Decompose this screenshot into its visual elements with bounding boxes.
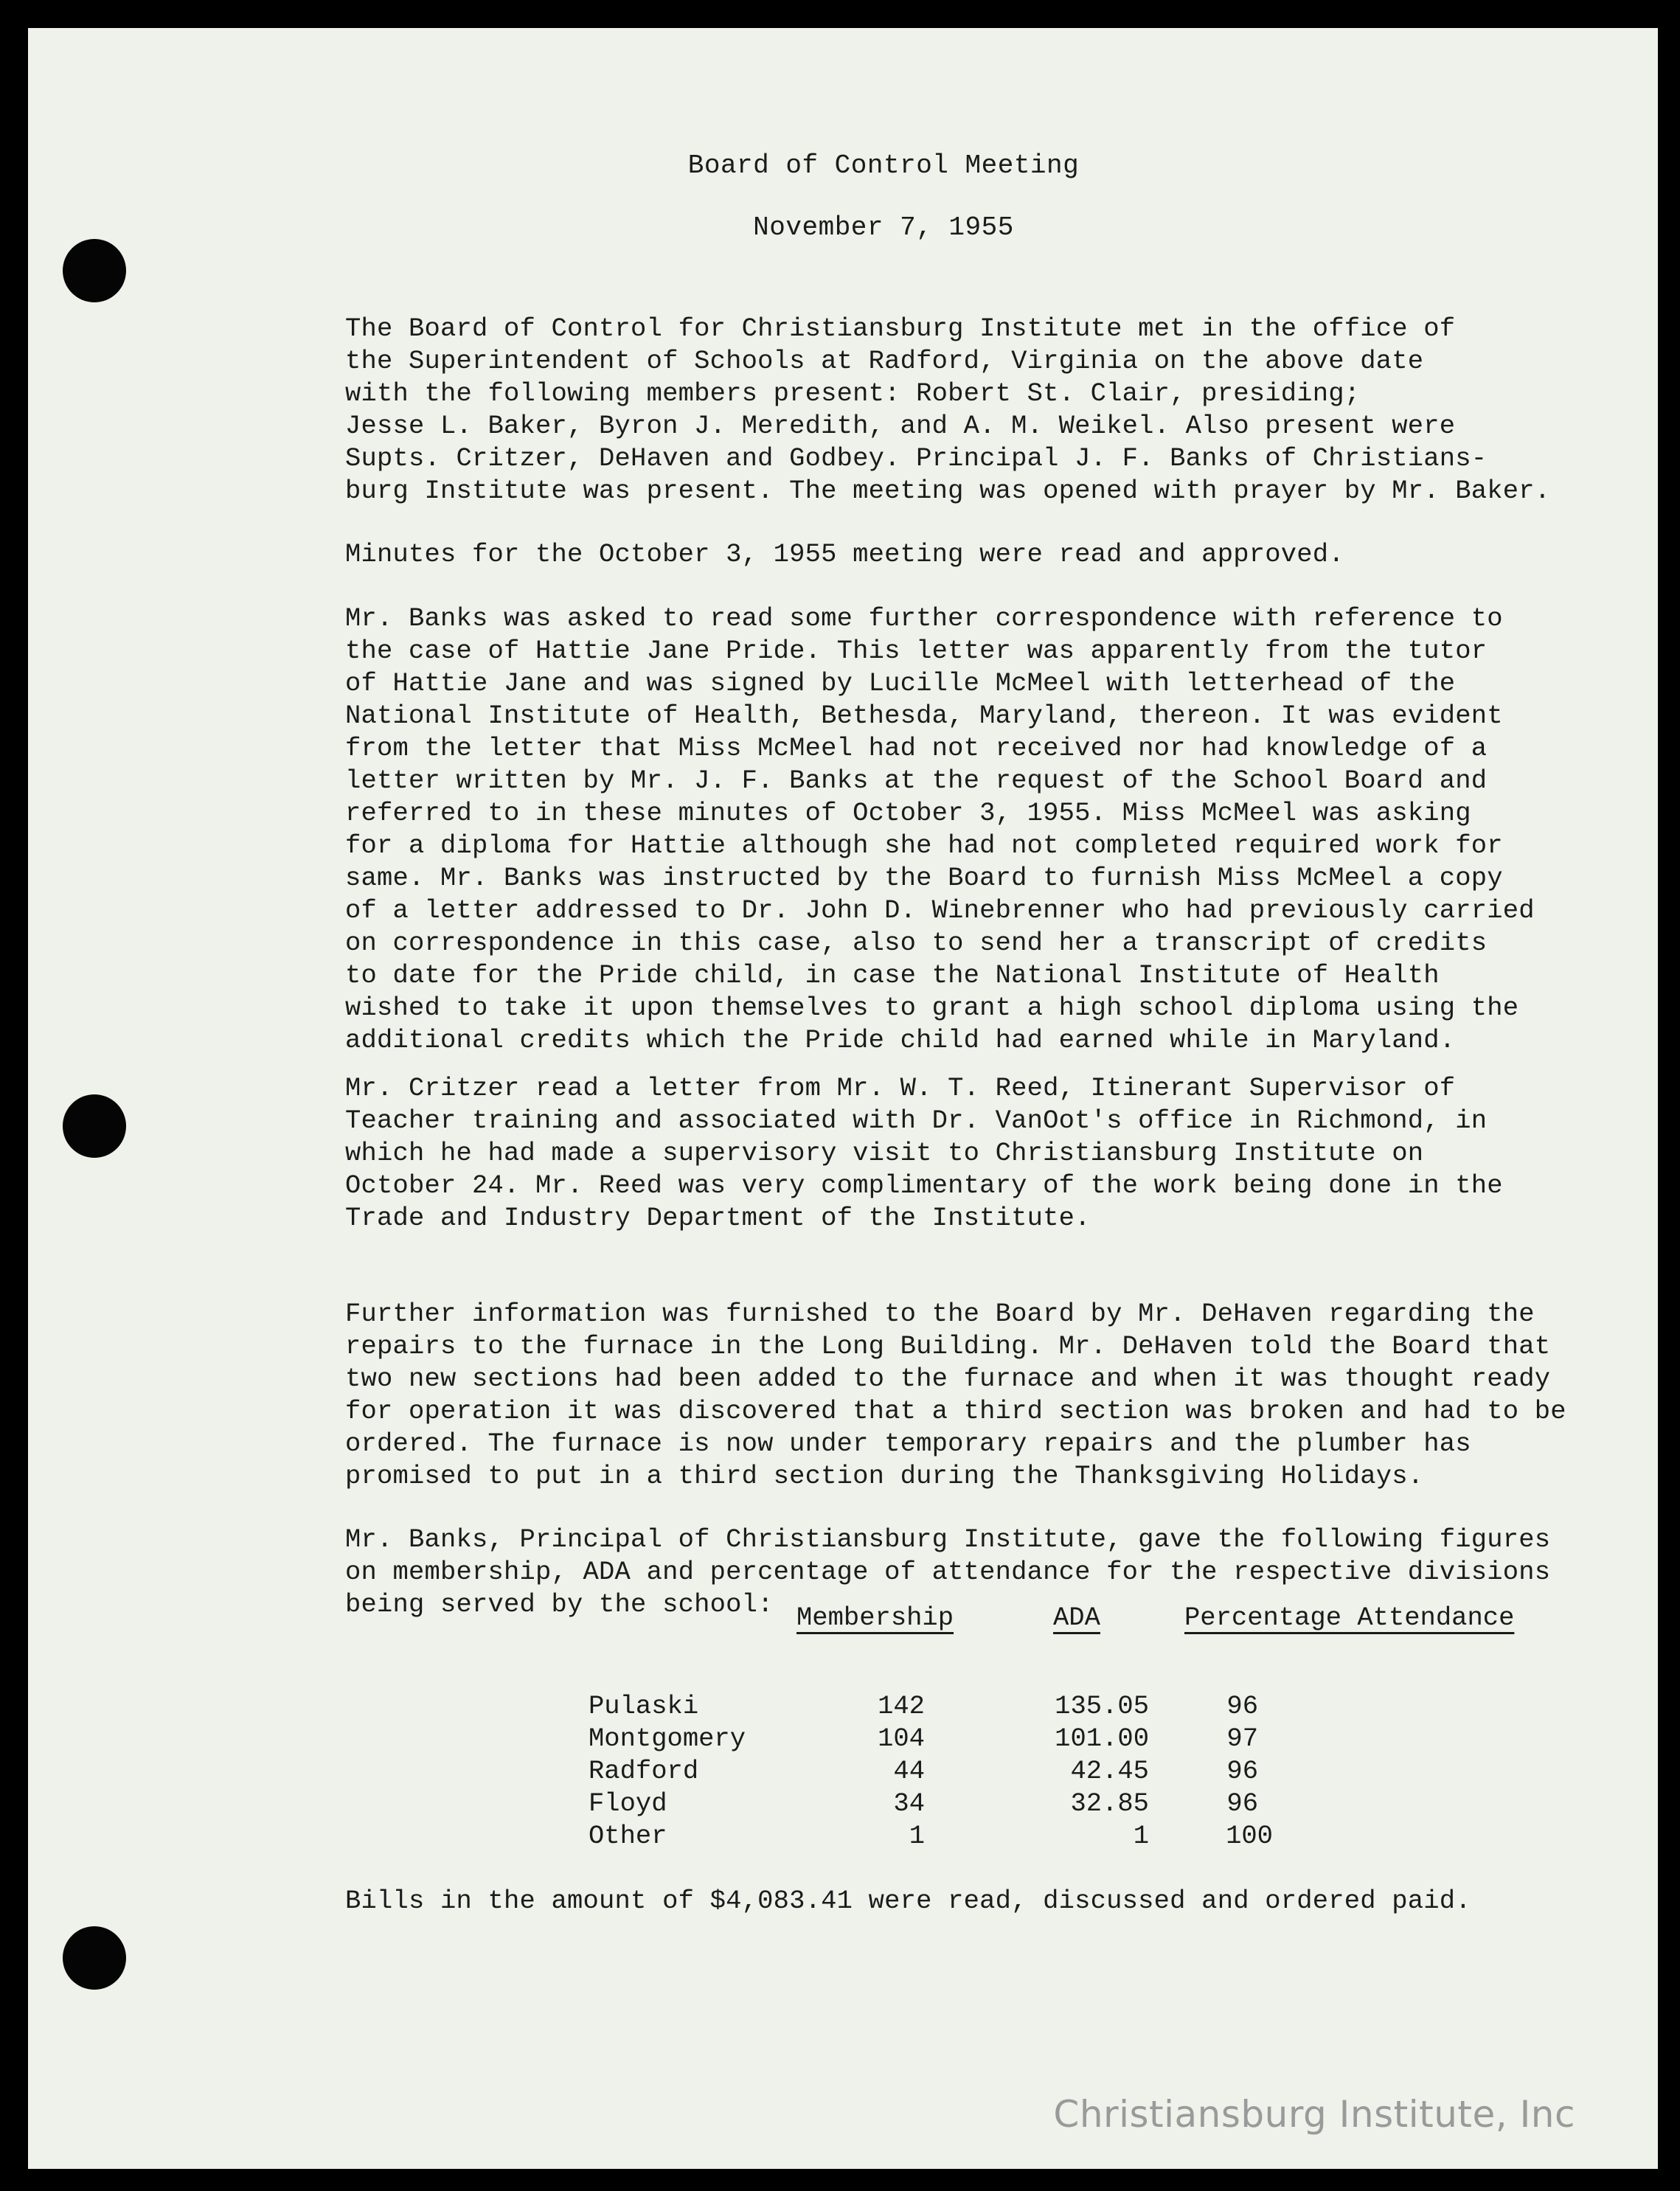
cell-percentage: 96	[1226, 1788, 1258, 1819]
text-line: repairs to the furnace in the Long Building. Mr. DeHaven told the Board that	[345, 1331, 1551, 1361]
table-header-percentage: Percentage Attendance	[1184, 1603, 1515, 1633]
table-header-ada: ADA	[1053, 1603, 1100, 1633]
text-line: National Institute of Health, Bethesda, Maryland, thereon. It was evident	[345, 701, 1503, 731]
table-row	[28, 1788, 1658, 1821]
text-line: additional credits which the Pride child had earned while in Maryland.	[345, 1025, 1456, 1055]
cell-ada: 32.85	[1070, 1788, 1149, 1819]
text-line: October 24. Mr. Reed was very complimentary of the work being done in the	[345, 1170, 1503, 1201]
text-line: burg Institute was present. The meeting was opened with prayer by Mr. Baker.	[345, 476, 1551, 506]
cell-percentage: 96	[1226, 1691, 1258, 1721]
table-row	[28, 1691, 1658, 1723]
text-line: to date for the Pride child, in case the National Institute of Health	[345, 960, 1440, 990]
text-line: Mr. Banks, Principal of Christiansburg Institute, gave the following figures	[345, 1524, 1551, 1555]
text-line: for a diploma for Hattie although she had not completed required work for	[345, 830, 1503, 861]
text-line: referred to in these minutes of October 3, 1955. Miss McMeel was asking	[345, 798, 1471, 828]
binder-hole-middle	[63, 1094, 126, 1158]
text-line: on correspondence in this case, also to send her a transcript of credits	[345, 928, 1488, 958]
text-line: on membership, ADA and percentage of attendance for the respective divisions	[345, 1557, 1551, 1587]
text-line: which he had made a supervisory visit to Christiansburg Institute on	[345, 1138, 1424, 1168]
paragraph-correspondence	[345, 603, 1658, 1057]
table-header-membership: Membership	[796, 1603, 954, 1633]
cell-ada: 135.05	[1055, 1691, 1149, 1721]
cell-membership: 1	[909, 1821, 925, 1851]
cell-percentage: 100	[1226, 1821, 1273, 1851]
cell-division: Montgomery	[589, 1723, 746, 1754]
text-line: the Superintendent of Schools at Radford, Virginia on the above date	[345, 346, 1424, 376]
document-date: November 7, 1955	[753, 212, 1014, 243]
paragraph-supervisor-visit	[345, 1072, 1658, 1235]
text-line: with the following members present: Robert St. Clair, presiding;	[345, 378, 1361, 409]
cell-percentage: 96	[1226, 1756, 1258, 1786]
paragraph-minutes	[345, 538, 1658, 571]
text-line: wished to take it upon themselves to grant a high school diploma using the	[345, 993, 1519, 1023]
cell-membership: 142	[878, 1691, 925, 1721]
cell-division: Radford	[589, 1756, 699, 1786]
cell-membership: 44	[893, 1756, 925, 1786]
text-line: being served by the school:	[345, 1589, 774, 1619]
cell-ada: 42.45	[1070, 1756, 1149, 1786]
table-row	[28, 1821, 1658, 1853]
text-line: Jesse L. Baker, Byron J. Meredith, and A. M. Weikel. Also present were	[345, 411, 1456, 441]
text-line: Trade and Industry Department of the Institute.	[345, 1203, 1091, 1233]
text-line: from the letter that Miss McMeel had not received nor had knowledge of a	[345, 733, 1488, 763]
paragraph-attendance	[345, 313, 1658, 507]
cell-division: Floyd	[589, 1788, 667, 1819]
cell-division: Other	[589, 1821, 667, 1851]
document-page	[28, 28, 1658, 2169]
text-line: Further information was furnished to the Board by Mr. DeHaven regarding the	[345, 1299, 1535, 1329]
text-line: for operation it was discovered that a third section was broken and had to be	[345, 1396, 1566, 1426]
document-title: Board of Control Meeting	[687, 150, 1080, 181]
text-line: ordered. The furnace is now under temporary repairs and the plumber has	[345, 1428, 1471, 1459]
watermark: Christiansburg Institute, Inc	[1053, 2093, 1575, 2136]
text-line: the case of Hattie Jane Pride. This letter was apparently from the tutor	[345, 636, 1488, 666]
text-line: Minutes for the October 3, 1955 meeting were read and approved.	[345, 539, 1344, 569]
table-row	[28, 1723, 1658, 1756]
text-line: Bills in the amount of $4,083.41 were read, discussed and ordered paid.	[345, 1886, 1471, 1916]
cell-division: Pulaski	[589, 1691, 699, 1721]
cell-ada: 101.00	[1055, 1723, 1149, 1754]
text-line: of Hattie Jane and was signed by Lucille McMeel with letterhead of the	[345, 668, 1456, 698]
paragraph-bills	[345, 1885, 1658, 1917]
paragraph-furnace	[345, 1298, 1658, 1493]
cell-membership: 34	[893, 1788, 925, 1819]
text-line: Mr. Critzer read a letter from Mr. W. T. Reed, Itinerant Supervisor of	[345, 1073, 1456, 1103]
text-line: two new sections had been added to the furnace and when it was thought ready	[345, 1364, 1551, 1394]
cell-percentage: 97	[1226, 1723, 1258, 1754]
text-line: letter written by Mr. J. F. Banks at the request of the School Board and	[345, 765, 1488, 796]
text-line: The Board of Control for Christiansburg Institute met in the office of	[345, 313, 1456, 344]
text-line: Teacher training and associated with Dr. VanOot's office in Richmond, in	[345, 1105, 1488, 1136]
text-line: Mr. Banks was asked to read some further correspondence with reference to	[345, 603, 1503, 633]
text-line: same. Mr. Banks was instructed by the Board to furnish Miss McMeel a copy	[345, 863, 1503, 893]
table-row	[28, 1756, 1658, 1788]
cell-ada: 1	[1133, 1821, 1149, 1851]
text-line: promised to put in a third section during the Thanksgiving Holidays.	[345, 1461, 1424, 1491]
cell-membership: 104	[878, 1723, 925, 1754]
binder-hole-top	[63, 239, 126, 302]
text-line: of a letter addressed to Dr. John D. Winebrenner who had previously carried	[345, 895, 1535, 926]
binder-hole-bottom	[63, 1926, 126, 1990]
text-line: Supts. Critzer, DeHaven and Godbey. Principal J. F. Banks of Christians-	[345, 443, 1488, 473]
